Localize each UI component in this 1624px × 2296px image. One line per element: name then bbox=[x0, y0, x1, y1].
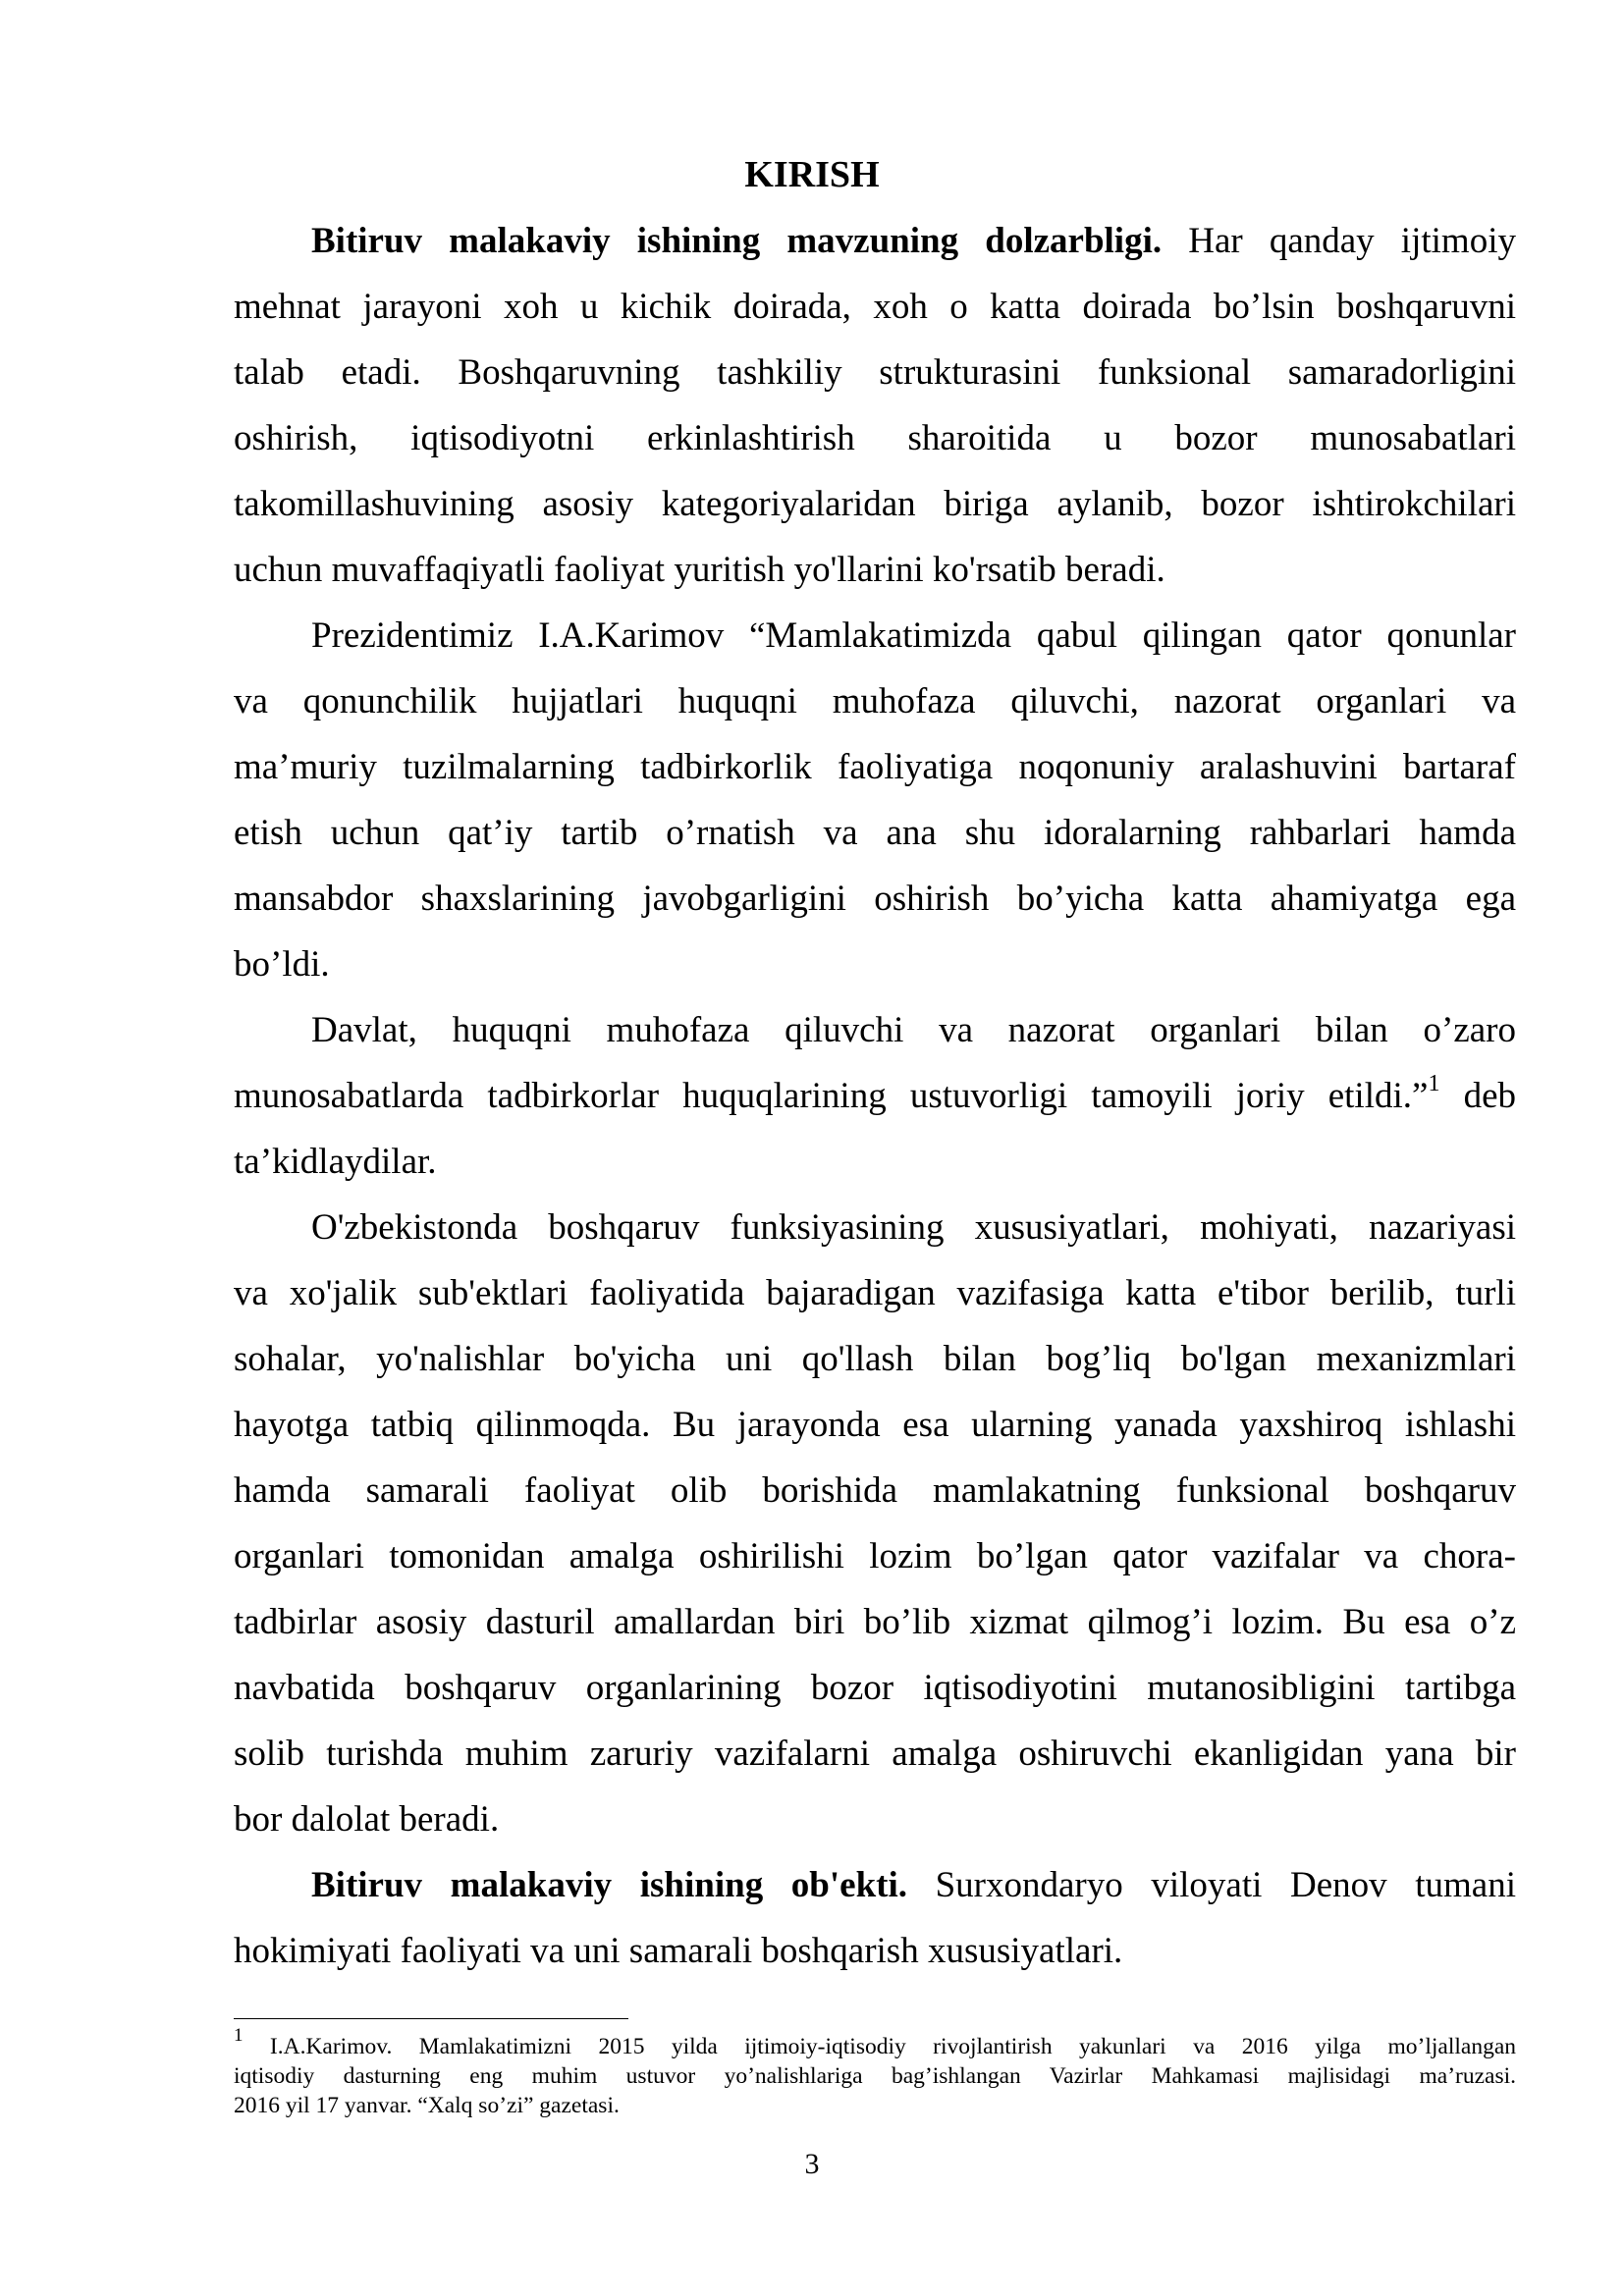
page-number: 3 bbox=[804, 2148, 820, 2180]
paragraph-line: mehnat jarayoni xoh u kichik doirada, xoh o katta doirada bo’lsin boshqaruvni bbox=[234, 287, 1516, 327]
bold-lead: Bitiruv malakaviy ishining ob'ekti. bbox=[311, 1865, 907, 1905]
paragraph-line: hamda samarali faoliyat olib borishida mamlakatning funksional boshqaruv bbox=[234, 1470, 1516, 1511]
text-span: Har qanday ijtimoiy bbox=[1188, 221, 1516, 261]
text-span: munosabatlarda tadbirkorlar huquqlarining ustuvorligi tamoyili joriy etildi.” bbox=[234, 1076, 1429, 1116]
paragraph-line: O'zbekistonda boshqaruv funksiyasining xususiyatlari, mohiyati, nazariyasi bbox=[311, 1207, 1516, 1248]
section-heading: KIRISH bbox=[744, 154, 880, 195]
paragraph-line: bor dalolat beradi. bbox=[234, 1799, 500, 1840]
text-span: Surxondaryo viloyati Denov tumani bbox=[935, 1865, 1516, 1905]
text-span: I.A.Karimov. Mamlakatimizni 2015 yilda ijtimoiy-iqtisodiy rivojlantirish yakunlari va 2016 yilga mo’ljallangan bbox=[269, 2034, 1517, 2059]
paragraph-line: tadbirlar asosiy dasturil amallardan biri bo’lib xizmat qilmog’i lozim. Bu esa o’z bbox=[234, 1602, 1516, 1642]
paragraph-line bbox=[234, 1071, 1516, 1122]
paragraph-line: hayotga tatbiq qilinmoqda. Bu jarayonda esa ularning yanada yaxshiroq ishlashi bbox=[234, 1405, 1516, 1445]
paragraph-line: etish uchun qat’iy tartib o’rnatish va ana shu idoralarning rahbarlari hamda bbox=[234, 813, 1516, 853]
footnote-line: 2016 yil 17 yanvar. “Xalq so’zi” gazetasi. bbox=[234, 2093, 620, 2118]
paragraph-line: bo’ldi. bbox=[234, 944, 330, 985]
footnote-reference: 1 bbox=[1428, 1070, 1440, 1096]
paragraph-line: oshirish, iqtisodiyotni erkinlashtirish sharoitida u bozor munosabatlari bbox=[234, 418, 1516, 458]
paragraph-line: sohalar, yo'nalishlar bo'yicha uni qo'llash bilan bog’liq bo'lgan mexanizmlari bbox=[234, 1339, 1516, 1379]
paragraph-line: uchun muvaffaqiyatli faoliyat yuritish yo'llarini ko'rsatib beradi. bbox=[234, 550, 1165, 590]
paragraph-line: ta’kidlaydilar. bbox=[234, 1142, 437, 1182]
paragraph-line: Prezidentimiz I.A.Karimov “Mamlakatimizda qabul qilingan qator qonunlar bbox=[311, 615, 1516, 656]
paragraph-line: talab etadi. Boshqaruvning tashkiliy strukturasini funksional samaradorligini bbox=[234, 352, 1516, 393]
paragraph-line: mansabdor shaxslarining javobgarligini oshirish bo’yicha katta ahamiyatga ega bbox=[234, 879, 1516, 919]
bold-lead: Bitiruv malakaviy ishining mavzuning dolzarbligi. bbox=[311, 221, 1163, 261]
paragraph-line: va xo'jalik sub'ektlari faoliyatida bajaradigan vazifasiga katta e'tibor berilib, turli bbox=[234, 1273, 1516, 1313]
paragraph-line bbox=[311, 1860, 1516, 1911]
paragraph-line: takomillashuvining asosiy kategoriyalaridan biriga aylanib, bozor ishtirokchilari bbox=[234, 484, 1516, 524]
paragraph-line: va qonunchilik hujjatlari huquqni muhofaza qiluvchi, nazorat organlari va bbox=[234, 681, 1516, 721]
paragraph-line bbox=[311, 216, 1516, 267]
paragraph-line: ma’muriy tuzilmalarning tadbirkorlik faoliyatiga noqonuniy aralashuvini bartaraf bbox=[234, 747, 1516, 787]
paragraph-line: Davlat, huquqni muhofaza qiluvchi va nazorat organlari bilan o’zaro bbox=[311, 1010, 1516, 1050]
footnote-marker: 1 bbox=[234, 2025, 244, 2047]
paragraph-line: hokimiyati faoliyati va uni samarali boshqarish xususiyatlari. bbox=[234, 1931, 1123, 1971]
paragraph-line: solib turishda muhim zaruriy vazifalarni amalga oshiruvchi ekanligidan yana bir bbox=[234, 1734, 1516, 1774]
footnote-line: iqtisodiy dasturning eng muhim ustuvor yo’nalishlariga bag’ishlangan Vazirlar Mahkamasi majlisidagi ma’ruzasi. bbox=[234, 2063, 1516, 2089]
footnote-separator bbox=[234, 2018, 628, 2019]
paragraph-line: navbatida boshqaruv organlarining bozor iqtisodiyotini mutanosibligini tartibga bbox=[234, 1668, 1516, 1708]
text-span: deb bbox=[1463, 1076, 1516, 1116]
footnote-line bbox=[234, 2025, 1517, 2061]
paragraph-line: organlari tomonidan amalga oshirilishi lozim bo’lgan qator vazifalar va chora- bbox=[234, 1536, 1516, 1576]
